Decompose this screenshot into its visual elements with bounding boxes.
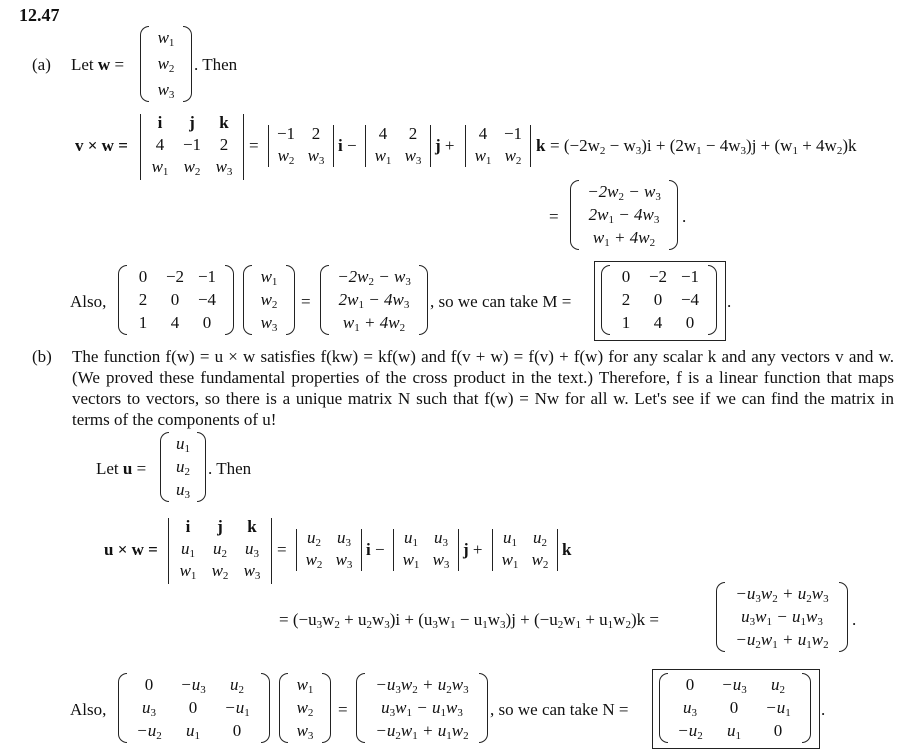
vector-entry: $w_1$ [157,28,175,49]
expanded-result: = $(-u_3w_2 + u_2w_3)i + (u_3w_1 - u_1w_3)j + (-u_2w_1 + u_1w_2)k$ = [279,610,659,631]
minor-cell: 4 [378,124,388,143]
vector-entry: $-u_2w_1 + u_1w_2$ [735,630,829,651]
matrix-m-answer [601,265,717,335]
matrix-entry: −2 [165,267,185,286]
term-i: i − [338,136,357,155]
matrix-entry: 0 [138,267,148,286]
equals-sign: = [136,459,147,478]
result-vector [570,180,678,250]
vector-entry: $-u_2w_1 + u_1w_2$ [375,721,469,742]
vector-entry: $w_3$ [157,80,175,101]
matrix-entry: $-u_3$ [721,675,747,696]
term-k: k [562,540,572,559]
minor-cell: $u_2$ [307,528,321,549]
matrix-n-answer [659,673,811,743]
part-b-label: (b) [32,347,52,366]
det-cell: k [247,517,257,536]
det-cell: $w_3$ [215,157,233,178]
determinant-3x3 [168,517,272,585]
let-word: Let [71,55,94,74]
equals-sign: = [338,700,348,719]
period: . [852,610,857,629]
w-vector-product [243,265,295,335]
matrix-entry: $-u_1$ [224,698,250,719]
also-text: Also, [70,292,107,311]
minor-cell: $w_1$ [501,550,519,571]
result-vector-product [356,673,488,743]
matrix-entry: 0 [144,675,154,694]
vector-entry: $2w_1 - 4w_3$ [588,205,660,226]
minor-3 [465,124,531,168]
matrix-entry: $-u_2$ [677,721,703,742]
then-text: . Then [208,459,252,478]
take-n-text: , so we can take N = [490,700,629,719]
matrix-entry: 0 [685,313,695,332]
matrix-entry: −2 [648,267,668,286]
det-cell: −1 [182,135,202,154]
det-cell: $u_2$ [213,539,227,560]
vector-entry: $w_2$ [157,54,175,75]
det-cell: i [185,517,191,536]
matrix-entry: 0 [232,721,242,740]
minor-1 [268,124,334,168]
matrix-entry: $u_2$ [771,675,785,696]
det-cell: j [217,517,223,536]
minor-cell: $w_1$ [374,146,392,167]
matrix-entry: $u_3$ [142,698,156,719]
vector-entry: $w_1 + 4w_2$ [592,228,656,249]
part-b-let [96,459,146,479]
matrix-n-product [118,673,270,743]
u-vector [160,432,206,502]
matrix-m-product [118,265,234,335]
vector-entry: $u_2$ [176,457,190,478]
minor-cell: $w_2$ [305,550,323,571]
matrix-entry: $-u_3$ [180,675,206,696]
cross-product-lhs: v × w = [75,136,128,155]
problem-number: 12.47 [19,5,60,25]
also-text: Also, [70,700,107,719]
expanded-result: = $(-2w_2 - w_3)i + (2w_1 - 4w_3)j + (w_1 + 4w_2)k$ [550,136,857,157]
minor-cell: $u_3$ [337,528,351,549]
let-word: Let [96,459,119,478]
term-k: k [536,136,546,155]
matrix-entry: 0 [621,267,631,286]
minor-cell: $w_1$ [402,550,420,571]
minor-cell: 4 [478,124,488,143]
matrix-entry: 0 [729,698,739,717]
vector-entry: $-u_3w_2 + u_2w_3$ [735,584,829,605]
matrix-entry: $u_2$ [230,675,244,696]
period: . [727,292,732,311]
det-cell: $u_1$ [181,539,195,560]
cross-product-lhs: u × w = [104,540,158,559]
minor-cell: $w_2$ [277,146,295,167]
part-b-paragraph: The function f(w) = u × w satisfies f(kw) = kf(w) and f(v + w) = f(v) + f(w) for any scalar k and any vectors v and w. (We proved these fundamental properties of the cross product in the text.) Therefore, f is a linear function that maps vectors to vectors, so there is a unique matrix N such that f(w) = Nw for all w. Let's see if we can find the matrix in terms of the components of u! [72,347,894,429]
matrix-entry: −4 [197,290,217,309]
vector-entry: $2w_1 - 4w_3$ [338,290,410,311]
det-cell: $w_3$ [243,561,261,582]
matrix-entry: 0 [202,313,212,332]
w-vector [140,26,192,102]
det-cell: $w_2$ [211,561,229,582]
minor-cell: $w_1$ [474,146,492,167]
det-cell: i [157,113,163,132]
vector-entry: $-2w_2 - w_3$ [587,182,661,203]
matrix-entry: $-u_1$ [765,698,791,719]
then-text: . Then [194,55,238,74]
minor-cell: −1 [503,124,523,143]
matrix-entry: −1 [680,267,700,286]
minor-cell: 2 [408,124,418,143]
vector-entry: $-2w_2 - w_3$ [337,267,411,288]
equals-sign: = [114,55,125,74]
matrix-entry: $u_3$ [683,698,697,719]
period: . [682,207,687,226]
minor-cell: $u_2$ [533,528,547,549]
vector-entry: $-u_3w_2 + u_2w_3$ [375,675,469,696]
matrix-entry: $u_1$ [186,721,200,742]
part-a-label: (a) [32,55,51,74]
period: . [821,700,826,719]
w-vector-product [279,673,331,743]
det-cell: $w_1$ [151,157,169,178]
matrix-entry: 2 [621,290,631,309]
det-cell: $w_2$ [183,157,201,178]
take-m-text: , so we can take M = [430,292,572,311]
let-variable: w [97,55,111,74]
term-j: j + [435,136,455,155]
minor-cell: $u_1$ [503,528,517,549]
vector-entry: $u_3w_1 - u_1w_3$ [741,607,823,628]
minor-cell: $w_2$ [531,550,549,571]
det-cell: $w_1$ [179,561,197,582]
minor-cell: $w_3$ [307,146,325,167]
matrix-entry: 0 [653,290,663,309]
matrix-entry: 0 [773,721,783,740]
matrix-entry: 4 [653,313,663,332]
result-vector [716,582,848,652]
minor-cell: 2 [311,124,321,143]
minor-cell: $w_3$ [432,550,450,571]
equals-sign: = [277,540,287,559]
matrix-entry: −4 [680,290,700,309]
term-j: j + [463,540,483,559]
term-i: i − [366,540,385,559]
vector-entry: $w_1 + 4w_2$ [342,313,406,334]
det-cell: 2 [219,135,229,154]
det-cell: $u_3$ [245,539,259,560]
det-cell: j [189,113,195,132]
matrix-entry: $u_1$ [727,721,741,742]
minor-cell: $w_3$ [335,550,353,571]
vector-entry: $u_3$ [176,480,190,501]
vector-entry: $w_3$ [296,721,314,742]
vector-entry: $w_2$ [260,290,278,311]
equals-sign: = [301,292,311,311]
matrix-entry: $-u_2$ [136,721,162,742]
minor-2 [365,124,431,168]
part-a-let [71,55,124,75]
equals-sign: = [549,207,559,226]
matrix-entry: −1 [197,267,217,286]
matrix-entry: 0 [170,290,180,309]
vector-entry: $u_3w_1 - u_1w_3$ [381,698,463,719]
minor-cell: $u_3$ [434,528,448,549]
vector-entry: $w_2$ [296,698,314,719]
minor-cell: $w_2$ [504,146,522,167]
matrix-entry: 4 [170,313,180,332]
minor-2 [393,528,459,572]
det-cell: k [219,113,229,132]
minor-cell: −1 [276,124,296,143]
matrix-entry: 0 [188,698,198,717]
det-cell: 4 [155,135,165,154]
matrix-entry: 0 [685,675,695,694]
minor-1 [296,528,362,572]
minor-cell: $u_1$ [404,528,418,549]
vector-entry: $w_3$ [260,313,278,334]
equals-sign: = [249,136,259,155]
matrix-entry: 1 [138,313,148,332]
let-variable: u [122,459,133,478]
minor-cell: $w_3$ [404,146,422,167]
result-vector-product [320,265,428,335]
vector-entry: $u_1$ [176,434,190,455]
vector-entry: $w_1$ [260,267,278,288]
vector-entry: $w_1$ [296,675,314,696]
matrix-entry: 2 [138,290,148,309]
minor-3 [492,528,558,572]
matrix-entry: 1 [621,313,631,332]
determinant-3x3 [140,113,244,181]
